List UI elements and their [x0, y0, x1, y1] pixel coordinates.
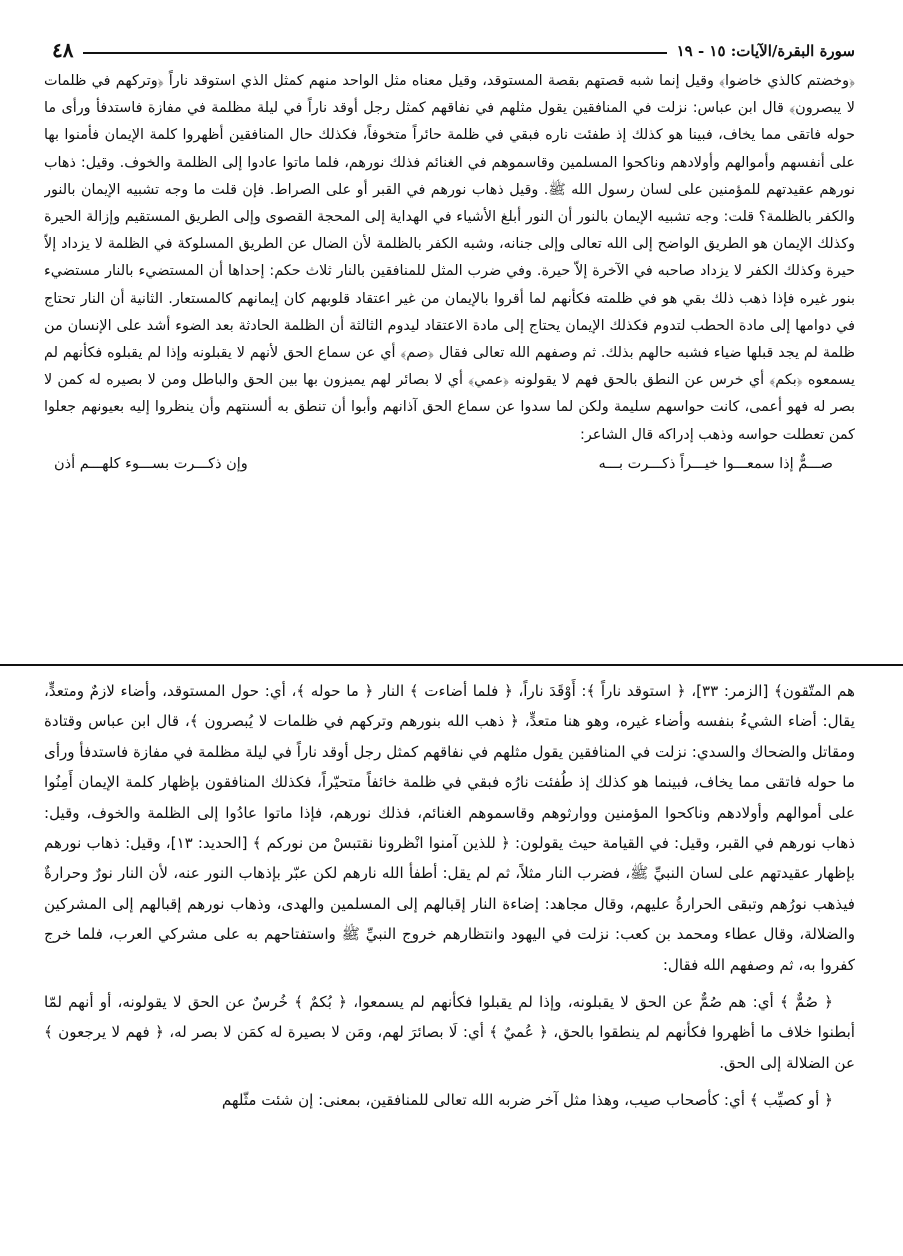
- header-rule: [83, 52, 666, 54]
- main-commentary: [44, 68, 855, 660]
- running-title: سورة البقرة/الآيات: ١٥ - ١٩: [676, 42, 855, 60]
- page-header: [52, 30, 855, 60]
- lower-paragraph-1: هم المتّقون﴾ [الزمر: ٣٣]، ﴿ استوقد ناراً ﴾: أَوْقَدَ ناراً، ﴿ فلما أضاءت ﴾ النار ﴿ ما حوله ﴾، أي: حول المستوقد، وأضاء لازمٌ ومتعدٍّ، يقال: أضاء الشيءُ بنفسه وأضاء غيره، وهو هنا متعدٍّ، ﴿ ذهب الله بنورهم وتركهم في ظلمات لا يُبصرون ﴾، قال ابن عباس وقتادة ومقاتل والضحاك والسدي: نزلت في المنافقين يقول مثلهم في نفاقهم كمثل رجل أوقد ناراً في ليلة مظلمة في مفازة فاستدفأ ورأى ما حوله فاتقى مما يخاف، فبينما هو كذلك إذ طُفئت نارُه فبقي في ظلمة خائفاً متحيّراً، فكذلك المنافقون بإظهار كلمة الإيمان أَمِنُوا على أموالهم وأولادهم وناكحوا المؤمنين ووارثوهم وقاسموهم الغنائم، فذلك نورهم، فإذا ماتوا عادُوا إلى الظلمة والخوف، وقيل: ذهاب نورهم في القبر، وقيل: في القيامة حيث يقولون: ﴿ للذين آمنوا انْظرونا نقتبسْ من نوركم ﴾ [الحديد: ١٣]، وقيل: ذهاب نورهم بإظهار عقيدتهم على لسان النبيِّ ﷺ، فضرب النار مثلاً، ثم لم يقل: أطفأ الله نارهم لكن عبّر بإذهاب النور عنه، لأن النار نورٌ وحرارةٌ فيذهب نورُهم وتبقى الحرارةُ عليهم، وقال مجاهد: إضاءة النار إقبالهم إلى المسلمين والهدى، وذهاب نورهم إقبالهم إلى المشركين والضلالة، وقال عطاء ومحمد بن كعب: نزلت في اليهود وانتظارهم خروج النبيِّ ﷺ واستفتاحهم به على مشركي العرب، فلما خرج كفروا به، ثم وصفهم الله فقال:: [44, 682, 855, 974]
- page-number: ٤٨: [52, 38, 74, 62]
- lower-paragraph-2: ﴿ صُمٌّ ﴾ أي: هم صُمٌّ عن الحق لا يقبلونه، وإذا لم يقبلوا فكأنهم لم يسمعوا، ﴿ بُكمٌ ﴾ خُرسٌ عن الحق لا يقولونه، أو أنهم لمّا أبطنوا خلاف ما أظهروا فكأنهم لم ينطقوا بالحق، ﴿ عُميٌ ﴾ أي: لَا بصائرَ لهم، ومَن لا بصيرة له كمَن لا بصر له، ﴿ فهم لا يرجعون ﴾ عن الضلالة إلى الحق.: [44, 993, 855, 1072]
- section-divider: [0, 664, 903, 666]
- verse-second-hemistich: وإن ذكـــرت بســـوء كلهـــم أذن: [54, 455, 248, 472]
- lower-paragraph-3: ﴿ أو كصيِّب ﴾ أي: كأصحاب صيب، وهذا مثل آخر ضربه الله تعالى للمنافقين، بمعنى: إن شئت مثّلهم: [221, 1091, 833, 1110]
- poetry-verse: [44, 451, 855, 477]
- verse-first-hemistich: صـــمٌّ إذا سمعـــوا خيـــراً ذكـــرت بـــه: [598, 455, 833, 472]
- main-paragraph: ﴿وخضتم كالذي خاضوا﴾ وقيل إنما شبه قصتهم بقصة المستوقد، وقيل معناه مثل الواحد منهم كمثل الذي استوقد ناراً ﴿وتركهم في ظلمات لا يبصرون﴾ قال ابن عباس: نزلت في المنافقين يقول مثلهم في نفاقهم كمثل رجل أوقد ناراً في ليلة مظلمة في مفازة فاستدفأ ورأى ما حوله فاتقى مما يخاف، فبينا هو كذلك إذ طفئت ناره فبقي في ظلمة حائراً متخوفاً، فكذلك حال المنافقين أظهروا كلمة الإيمان فأمنوا بها على أنفسهم وأموالهم وأولادهم وناكحوا المسلمين وقاسموهم في الغنائم فذلك نورهم، فلما ماتوا عادوا إلى الظلمة والخوف. وقيل: ذهاب نورهم عقيدتهم للمؤمنين على لسان رسول الله ﷺ. وقيل ذهاب نورهم في القبر أو على الصراط. فإن قلت ما وجه تشبيه الإيمان بالنور والكفر بالظلمة؟ قلت: وجه تشبيه الإيمان بالنور أن النور أبلغ الأشياء في الهداية إلى المحجة القصوى وإلى الطريق المستقيم وإزالة الحيرة وكذلك الإيمان هو الطريق الواضح إلى الله تعالى وإلى جنانه، وشبه الكفر بالظلمة لأن الضال عن الطريق المسلوكة في الظلمة لا يزداد إلاّ حيرة وكذلك الكفر لا يزداد صاحبه في الآخرة إلاّ حيرة. وفي ضرب المثل للمنافقين بالنار ثلاث حكم: إحداها أن المستضيء بالنار مستضيء بنور غيره فإذا ذهب ذلك بقي هو في ظلمته فكأنهم لما أقروا بالإيمان من غير اعتقاد قلوبهم كان إيمانهم كالمستعار. الثانية أن النار تحتاج في دوامها إلى مادة الحطب لتدوم فكذلك الإيمان يحتاج إلى مادة الاعتقاد ليدوم الثالثة أن الظلمة الحادثة بعد الضوء أشد على الإنسان من ظلمة لم يجد قبلها ضياء فشبه حالهم بذلك. ثم وصفهم الله تعالى فقال ﴿صم﴾ أي عن سماع الحق لأنهم لا يقبلونه وإذا لم يقبلوه فكأنهم لم يسمعوه ﴿بكم﴾ أي خرس عن النطق بالحق فهم لا يقولونه ﴿عمي﴾ أي لا بصائر لهم يميزون بها بين الحق والباطل ومن لا بصيره له كمن لا بصر له فهو أعمى، كانت حواسهم سليمة ولكن لما سدوا عن سماع الحق آذانهم وأبوا أن تنطق به ألسنتهم وأن ينظروا إليه بعيونهم جعلوا كمن تعطلت حواسه وذهب إدراكه قال الشاعر:: [44, 73, 855, 443]
- lower-commentary: [44, 676, 855, 1248]
